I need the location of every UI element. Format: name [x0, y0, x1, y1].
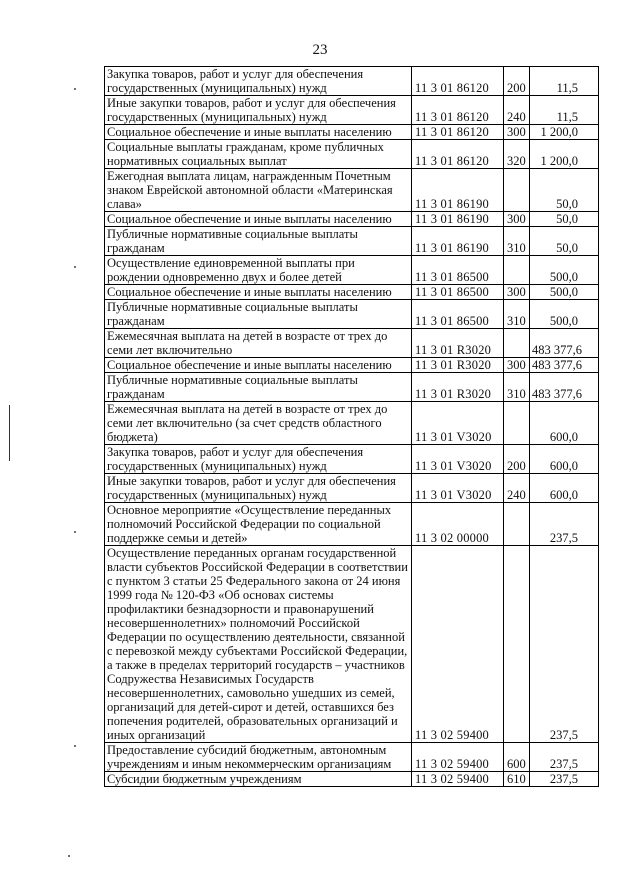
row-expense-type-cell: 310	[504, 300, 530, 329]
table-row	[105, 373, 599, 402]
table-row	[105, 358, 599, 373]
margin-dot	[74, 745, 76, 747]
table-row	[105, 546, 599, 743]
row-amount-cell: 600,0	[530, 445, 599, 474]
row-expense-type-cell: 310	[504, 227, 530, 256]
table-row	[105, 474, 599, 503]
row-name-cell: Социальное обеспечение и иные выплаты населению	[105, 125, 412, 140]
table-row	[105, 503, 599, 546]
page-number: 23	[312, 42, 328, 58]
row-name-cell: Иные закупки товаров, работ и услуг для обеспечения государственных (муниципальных) нужд	[105, 474, 412, 503]
table-row	[105, 743, 599, 772]
table-row	[105, 445, 599, 474]
row-amount-cell: 600,0	[530, 402, 599, 445]
row-amount-cell: 1 200,0	[530, 140, 599, 169]
table-row	[105, 140, 599, 169]
row-name-cell: Осуществление переданных органам государственной власти субъектов Российской Федерации в соответствии с пунктом 3 статьи 25 Федерального закона от 24 июня 1999 года № 120-ФЗ «Об основах системы профилактики безнадзорности и правонарушений несовершеннолетних» полномочий Российской Федерации по осуществлению деятельности, связанной с перевозкой между субъектами Российской Федерации, а также в пределах территорий государств – участников Содружества Независимых Государств несовершеннолетних, самовольно ушедших из семей, организаций для детей-сирот и детей, оставшихся без попечения родителей, образовательных организаций и иных организаций	[105, 546, 412, 743]
row-expense-type-cell: 300	[504, 358, 530, 373]
table-row	[105, 300, 599, 329]
row-expense-type-cell	[504, 256, 530, 285]
row-name-cell: Закупка товаров, работ и услуг для обеспечения государственных (муниципальных) нужд	[105, 67, 412, 96]
table-row	[105, 212, 599, 227]
row-expense-type-cell: 300	[504, 125, 530, 140]
row-expense-type-cell	[504, 503, 530, 546]
row-amount-cell: 50,0	[530, 212, 599, 227]
row-code-cell: 11 3 01 V3020	[412, 402, 504, 445]
row-name-cell: Основное мероприятие «Осуществление переданных полномочий Российской Федерации по социальной поддержке семьи и детей»	[105, 503, 412, 546]
row-code-cell: 11 3 01 86500	[412, 256, 504, 285]
row-expense-type-cell	[504, 546, 530, 743]
row-amount-cell: 483 377,6	[530, 373, 599, 402]
row-amount-cell: 237,5	[530, 772, 599, 787]
table-row	[105, 125, 599, 140]
row-amount-cell: 483 377,6	[530, 358, 599, 373]
table-row	[105, 227, 599, 256]
row-amount-cell: 237,5	[530, 743, 599, 772]
table-row	[105, 772, 599, 787]
row-name-cell: Публичные нормативные социальные выплаты гражданам	[105, 373, 412, 402]
row-code-cell: 11 3 01 V3020	[412, 474, 504, 503]
table-body	[105, 67, 599, 787]
row-amount-cell: 600,0	[530, 474, 599, 503]
table-row	[105, 169, 599, 212]
row-name-cell: Публичные нормативные социальные выплаты гражданам	[105, 227, 412, 256]
row-code-cell: 11 3 02 59400	[412, 546, 504, 743]
row-amount-cell: 11,5	[530, 96, 599, 125]
row-amount-cell: 1 200,0	[530, 125, 599, 140]
row-code-cell: 11 3 01 V3020	[412, 445, 504, 474]
row-expense-type-cell	[504, 329, 530, 358]
row-amount-cell: 50,0	[530, 169, 599, 212]
row-expense-type-cell: 310	[504, 373, 530, 402]
row-code-cell: 11 3 02 00000	[412, 503, 504, 546]
row-code-cell: 11 3 01 86120	[412, 96, 504, 125]
row-code-cell: 11 3 01 86500	[412, 285, 504, 300]
row-code-cell: 11 3 01 R3020	[412, 373, 504, 402]
table-row	[105, 329, 599, 358]
margin-dot	[74, 88, 76, 90]
table-row	[105, 256, 599, 285]
row-code-cell: 11 3 01 R3020	[412, 358, 504, 373]
row-amount-cell: 500,0	[530, 256, 599, 285]
row-expense-type-cell: 240	[504, 474, 530, 503]
row-code-cell: 11 3 01 86190	[412, 212, 504, 227]
margin-dot	[74, 531, 76, 533]
margin-dot	[74, 266, 76, 268]
row-code-cell: 11 3 01 R3020	[412, 329, 504, 358]
row-expense-type-cell: 300	[504, 212, 530, 227]
row-expense-type-cell	[504, 169, 530, 212]
row-name-cell: Ежегодная выплата лицам, награжденным Почетным знаком Еврейской автономной области «Материнская слава»	[105, 169, 412, 212]
row-expense-type-cell: 320	[504, 140, 530, 169]
budget-table	[104, 66, 599, 787]
row-code-cell: 11 3 01 86120	[412, 67, 504, 96]
row-expense-type-cell: 200	[504, 445, 530, 474]
row-expense-type-cell: 300	[504, 285, 530, 300]
table-row	[105, 67, 599, 96]
row-code-cell: 11 3 02 59400	[412, 772, 504, 787]
row-name-cell: Социальное обеспечение и иные выплаты населению	[105, 212, 412, 227]
row-name-cell: Закупка товаров, работ и услуг для обеспечения государственных (муниципальных) нужд	[105, 445, 412, 474]
row-code-cell: 11 3 01 86500	[412, 300, 504, 329]
margin-dot	[68, 855, 70, 857]
row-expense-type-cell: 240	[504, 96, 530, 125]
row-expense-type-cell: 200	[504, 67, 530, 96]
row-name-cell: Социальные выплаты гражданам, кроме публичных нормативных социальных выплат	[105, 140, 412, 169]
row-name-cell: Осуществление единовременной выплаты при рождении одновременно двух и более детей	[105, 256, 412, 285]
row-amount-cell: 237,5	[530, 503, 599, 546]
table-row	[105, 402, 599, 445]
row-code-cell: 11 3 01 86190	[412, 169, 504, 212]
row-expense-type-cell: 600	[504, 743, 530, 772]
table-row	[105, 96, 599, 125]
row-amount-cell: 237,5	[530, 546, 599, 743]
margin-binding-line	[9, 405, 10, 461]
row-name-cell: Публичные нормативные социальные выплаты гражданам	[105, 300, 412, 329]
table-row	[105, 285, 599, 300]
row-amount-cell: 500,0	[530, 285, 599, 300]
row-name-cell: Ежемесячная выплата на детей в возрасте от трех до семи лет включительно	[105, 329, 412, 358]
row-name-cell: Ежемесячная выплата на детей в возрасте от трех до семи лет включительно (за счет средств областного бюджета)	[105, 402, 412, 445]
row-amount-cell: 500,0	[530, 300, 599, 329]
row-code-cell: 11 3 02 59400	[412, 743, 504, 772]
row-name-cell: Предоставление субсидий бюджетным, автономным учреждениям и иным некоммерческим организациям	[105, 743, 412, 772]
row-code-cell: 11 3 01 86120	[412, 140, 504, 169]
row-name-cell: Социальное обеспечение и иные выплаты населению	[105, 358, 412, 373]
row-expense-type-cell	[504, 402, 530, 445]
row-amount-cell: 483 377,6	[530, 329, 599, 358]
row-code-cell: 11 3 01 86190	[412, 227, 504, 256]
row-amount-cell: 50,0	[530, 227, 599, 256]
row-name-cell: Иные закупки товаров, работ и услуг для обеспечения государственных (муниципальных) нужд	[105, 96, 412, 125]
row-code-cell: 11 3 01 86120	[412, 125, 504, 140]
row-amount-cell: 11,5	[530, 67, 599, 96]
row-expense-type-cell: 610	[504, 772, 530, 787]
row-name-cell: Социальное обеспечение и иные выплаты населению	[105, 285, 412, 300]
row-name-cell: Субсидии бюджетным учреждениям	[105, 772, 412, 787]
